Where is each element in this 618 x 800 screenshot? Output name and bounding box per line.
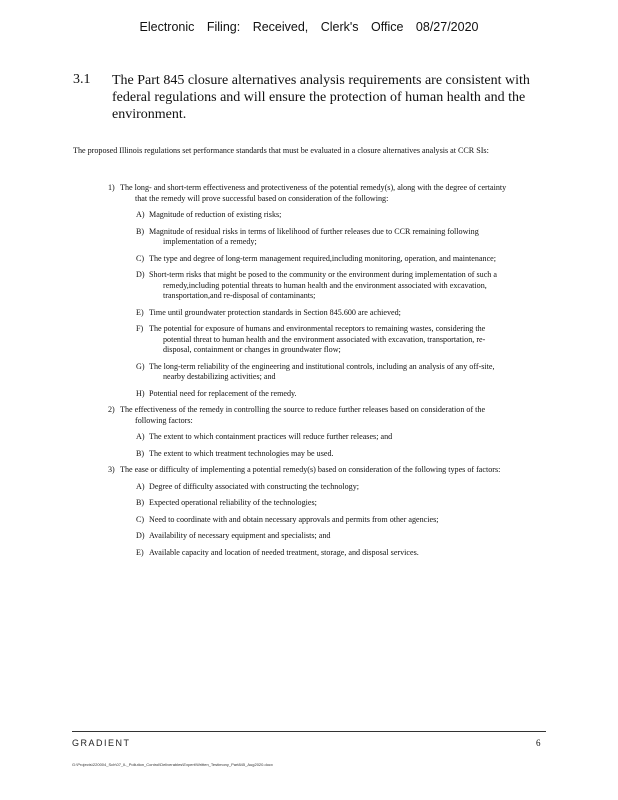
sub-criterion-item bbox=[136, 210, 508, 221]
sub-criterion-label: B) bbox=[136, 448, 145, 458]
sub-criterion-label: E) bbox=[136, 547, 144, 557]
sub-criterion-item bbox=[136, 482, 508, 493]
sub-criterion-text: The long-term reliability of the engineering and institutional controls, including an analysis of any off-site, nearby destabilizing activities; and bbox=[149, 361, 495, 381]
sub-criterion-item bbox=[136, 548, 508, 559]
criteria-list bbox=[108, 183, 508, 564]
footer-divider bbox=[72, 731, 546, 732]
company-logo: GRADIENT bbox=[72, 738, 131, 748]
sub-criterion-text: The potential for exposure of humans and environmental receptors to remaining wastes, considering the potential threat to human health and the environment associated with excavation, transportation, re-disposal, containment or changes in groundwater flow; bbox=[149, 324, 486, 354]
sub-criteria-list bbox=[136, 482, 508, 559]
sub-criterion-label: H) bbox=[136, 388, 145, 398]
sub-criterion-item bbox=[136, 254, 508, 265]
sub-criterion-item bbox=[136, 531, 508, 542]
criterion-item bbox=[108, 405, 508, 459]
sub-criterion-item bbox=[136, 270, 508, 302]
sub-criterion-text: Availability of necessary equipment and specialists; and bbox=[149, 531, 331, 540]
sub-criterion-text: The extent to which treatment technologies may be used. bbox=[149, 448, 334, 458]
sub-criterion-label: D) bbox=[136, 531, 145, 540]
sub-criterion-label: E) bbox=[136, 307, 144, 317]
sub-criterion-item bbox=[136, 227, 508, 248]
file-path: G:\Projects\220004_Sch\07_IL_Pollution_Control\Deliverables\Expert\Written_Testimony_Part845_Aug2020.docx bbox=[72, 762, 273, 767]
sub-criterion-text: The type and degree of long-term management required,including monitoring, operation, and maintenance; bbox=[149, 253, 497, 263]
section-title: The Part 845 closure alternatives analysis requirements are consistent with federal regulations and will ensure the protection of human health and the environment. bbox=[112, 73, 530, 122]
sub-criterion-item bbox=[136, 362, 508, 383]
sub-criterion-label: C) bbox=[136, 253, 145, 263]
sub-criterion-text: Short-term risks that might be posed to the community or the environment during implementation of such a remedy,including potential threats to human health and the environment associated with excavation, transportation,and re-disposal of contaminants; bbox=[149, 270, 497, 300]
sub-criterion-item bbox=[136, 324, 508, 356]
sub-criterion-item bbox=[136, 308, 508, 319]
sub-criterion-label: B) bbox=[136, 498, 145, 507]
criterion-text: The ease or difficulty of implementing a potential remedy(s) based on consideration of the following types of factors: bbox=[120, 465, 501, 474]
sub-criterion-label: D) bbox=[136, 270, 145, 279]
sub-criterion-item bbox=[136, 389, 508, 400]
filing-stamp: Electronic Filing: Received, Clerk's Office 08/27/2020 bbox=[139, 20, 479, 34]
sub-criterion-label: A) bbox=[136, 432, 145, 441]
sub-criterion-label: G) bbox=[136, 361, 145, 371]
sub-criteria-list bbox=[136, 210, 508, 399]
sub-criterion-label: A) bbox=[136, 210, 145, 219]
sub-criterion-label: A) bbox=[136, 481, 145, 491]
sub-criterion-label: C) bbox=[136, 514, 145, 524]
sub-criterion-text: The extent to which containment practices will reduce further releases; and bbox=[149, 432, 393, 441]
sub-criterion-item bbox=[136, 449, 508, 460]
sub-criterion-text: Magnitude of residual risks in terms of likelihood of further releases due to CCR remaining following implementation of a remedy; bbox=[149, 226, 479, 246]
page-number: 6 bbox=[536, 738, 541, 748]
sub-criterion-text: Available capacity and location of needed treatment, storage, and disposal services. bbox=[149, 547, 419, 557]
sub-criterion-text: Need to coordinate with and obtain necessary approvals and permits from other agencies; bbox=[149, 514, 439, 524]
sub-criterion-label: B) bbox=[136, 226, 145, 236]
criterion-text: The long- and short-term effectiveness and protectiveness of the potential remedy(s), along with the degree of certainty that the remedy will prove successful based on consideration of the following: bbox=[120, 183, 507, 203]
section-number: 3.1 bbox=[73, 72, 91, 87]
sub-criterion-text: Magnitude of reduction of existing risks; bbox=[149, 210, 282, 219]
section-heading bbox=[73, 72, 543, 123]
intro-paragraph: The proposed Illinois regulations set performance standards that must be evaluated in a closure alternatives analysis at CCR SIs: bbox=[73, 146, 489, 155]
sub-criterion-item bbox=[136, 432, 508, 443]
criterion-item bbox=[108, 183, 508, 399]
sub-criterion-text: Time until groundwater protection standards in Section 845.600 are achieved; bbox=[149, 307, 401, 317]
criterion-text: The effectiveness of the remedy in controlling the source to reduce further releases based on consideration of the following factors: bbox=[120, 405, 486, 425]
sub-criterion-text: Potential need for replacement of the remedy. bbox=[149, 388, 297, 398]
criterion-label: 1) bbox=[108, 183, 115, 192]
criterion-label: 3) bbox=[108, 465, 115, 474]
sub-criterion-text: Degree of difficulty associated with constructing the technology; bbox=[149, 481, 360, 491]
criterion-item bbox=[108, 465, 508, 558]
criterion-label: 2) bbox=[108, 405, 115, 414]
sub-criteria-list bbox=[136, 432, 508, 459]
sub-criterion-item bbox=[136, 515, 508, 526]
sub-criterion-label: F) bbox=[136, 324, 144, 333]
sub-criterion-item bbox=[136, 498, 508, 509]
sub-criterion-text: Expected operational reliability of the technologies; bbox=[149, 498, 317, 507]
